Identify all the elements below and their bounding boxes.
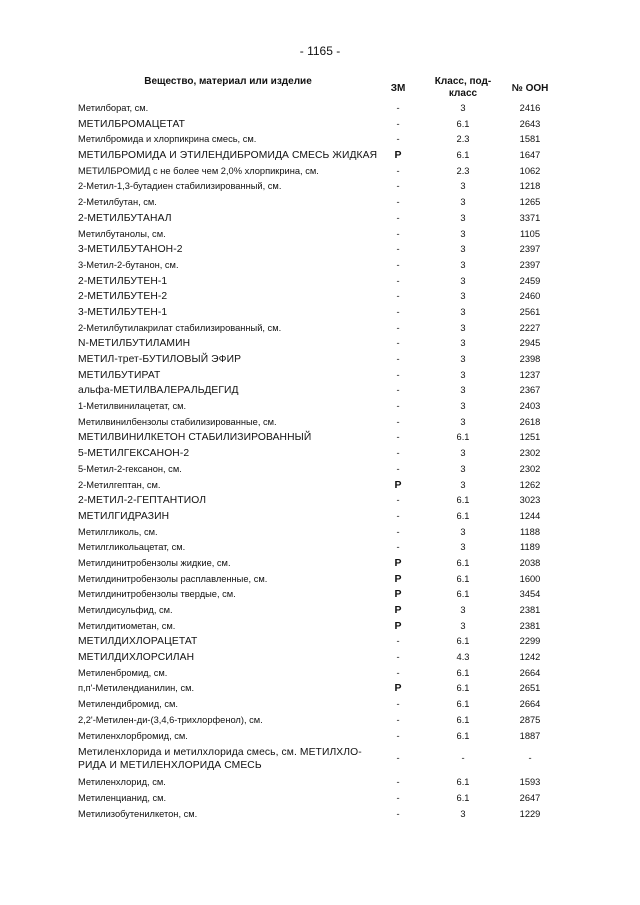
class-value: -	[461, 753, 465, 764]
zm-value: -	[396, 808, 400, 819]
un-number: 1244	[519, 510, 541, 521]
un-number: 2664	[519, 667, 541, 678]
table-row	[0, 666, 640, 682]
class-value: 3	[460, 385, 466, 396]
un-number: 1237	[519, 369, 541, 380]
table-row	[0, 117, 640, 133]
table-row	[0, 775, 640, 791]
un-number: 2397	[519, 259, 541, 270]
un-number: 2367	[519, 385, 541, 396]
un-number: 1218	[519, 181, 541, 192]
substance-name: МЕТИЛБРОМИД с не более чем 2,0% хлорпикрина, см.	[78, 165, 319, 176]
substance-name: N-МЕТИЛБУТИЛАМИН	[78, 338, 191, 350]
class-value: 6.1	[456, 777, 470, 788]
table-row	[0, 478, 640, 494]
un-number: 1062	[519, 165, 541, 176]
zm-value: Р	[394, 604, 402, 616]
substance-name: 5-Метил-2-гексанон, см.	[78, 463, 182, 474]
class-value: 3	[460, 542, 466, 553]
un-number: 2397	[519, 244, 541, 255]
table-row	[0, 242, 640, 258]
substance-name: Метилдисульфид, см.	[78, 605, 173, 615]
un-number: 2299	[519, 636, 541, 647]
class-value: 6.1	[456, 792, 470, 803]
zm-value: Р	[394, 556, 402, 569]
class-value: 3	[460, 103, 466, 113]
table-row	[0, 650, 640, 666]
class-value: 3	[460, 354, 466, 364]
header-class: Класс, под-класс	[434, 76, 492, 99]
un-number: 1887	[519, 730, 541, 741]
zm-value: -	[396, 103, 400, 113]
substance-name: МЕТИЛГИДРАЗИН	[78, 510, 170, 522]
table-row	[0, 415, 640, 431]
table-row	[0, 211, 640, 227]
table-row	[0, 101, 640, 117]
table-row	[0, 430, 640, 446]
zm-value: -	[396, 228, 400, 239]
zm-value: -	[396, 401, 400, 412]
un-number: 2945	[519, 338, 541, 349]
substance-name: Метиленхлорид, см.	[78, 777, 166, 788]
table-row	[0, 634, 640, 650]
table-row	[0, 603, 640, 619]
page-number: - 1165 -	[299, 44, 341, 58]
un-number: 2038	[519, 557, 541, 568]
zm-value: -	[396, 369, 400, 380]
un-number: 2643	[519, 118, 541, 129]
class-value: 3	[460, 448, 466, 459]
substance-name: Метилдинитробензолы расплавленные, см.	[78, 573, 268, 584]
zm-value: Р	[394, 682, 402, 695]
zm-value: -	[396, 354, 400, 364]
zm-value: -	[396, 275, 400, 286]
class-value: 6.1	[456, 714, 470, 725]
un-number: 1600	[519, 573, 541, 584]
table-row	[0, 744, 640, 775]
zm-value: -	[396, 322, 400, 333]
zm-value: -	[396, 244, 400, 255]
class-value: 6.1	[456, 150, 470, 161]
class-value: 6.1	[456, 118, 470, 129]
substance-name: Метилгликольацетат, см.	[78, 542, 186, 553]
table-row	[0, 227, 640, 243]
un-number: -	[528, 753, 532, 764]
un-number: 2618	[519, 416, 541, 427]
table-row	[0, 195, 640, 211]
un-number: 2561	[519, 306, 541, 317]
class-value: 3	[460, 808, 466, 819]
zm-value: -	[396, 291, 400, 302]
substance-name: 3-МЕТИЛБУТЕН-1	[78, 306, 168, 318]
substance-name: 5-МЕТИЛГЕКСАНОН-2	[78, 448, 190, 460]
table-row	[0, 713, 640, 729]
substance-name: Метиленбромид, см.	[78, 667, 168, 678]
table-row	[0, 274, 640, 290]
substance-name: п,п'-Метилендианилин, см.	[78, 683, 195, 694]
zm-value: -	[396, 448, 400, 459]
substance-name: 2-Метил-1,3-бутадиен стабилизированный, см.	[78, 181, 282, 192]
zm-value: -	[396, 338, 400, 349]
table-row	[0, 525, 640, 541]
un-number: 2398	[519, 354, 541, 364]
substance-name: 3-Метил-2-бутанон, см.	[78, 259, 179, 270]
class-value: 3	[460, 244, 466, 255]
un-number: 1189	[520, 542, 540, 553]
zm-value: -	[396, 730, 400, 741]
substance-name: МЕТИЛБРОМАЦЕТАТ	[78, 118, 186, 130]
zm-value: -	[396, 510, 400, 521]
substance-name: Метиленцианид, см.	[78, 792, 167, 803]
table-row	[0, 807, 640, 823]
un-number: 2664	[519, 699, 541, 710]
class-value: 3	[460, 322, 466, 333]
substance-name: 2-Метилбутан, см.	[78, 197, 157, 208]
un-number: 1251	[519, 432, 541, 443]
un-number: 2381	[519, 620, 541, 631]
zm-value: -	[396, 416, 400, 427]
zm-value: -	[396, 526, 400, 537]
un-number: 3454	[519, 589, 541, 600]
table-row	[0, 148, 640, 164]
substance-name: альфа-МЕТИЛВАЛЕРАЛЬДЕГИД	[78, 385, 239, 397]
table-row	[0, 289, 640, 305]
un-number: 1647	[519, 150, 541, 161]
un-number: 2460	[519, 291, 541, 302]
un-number: 2302	[519, 463, 541, 474]
class-value: 3	[460, 620, 466, 631]
table-row	[0, 509, 640, 525]
table-row	[0, 258, 640, 274]
class-value: 6.1	[456, 557, 470, 568]
table-row	[0, 462, 640, 478]
zm-value: -	[396, 306, 400, 317]
class-value: 4.3	[456, 652, 470, 663]
un-number: 1188	[520, 526, 540, 537]
substance-name: МЕТИЛДИХЛОРСИЛАН	[78, 652, 195, 664]
table-row	[0, 619, 640, 635]
class-value: 3	[460, 197, 466, 208]
table-row	[0, 697, 640, 713]
class-value: 6.1	[456, 699, 470, 710]
zm-value: -	[396, 134, 400, 145]
table-row	[0, 540, 640, 556]
un-number: 1105	[520, 228, 540, 239]
zm-value: -	[396, 165, 400, 176]
table-row	[0, 556, 640, 572]
zm-value: -	[396, 118, 400, 129]
header-un-number: № ООН	[511, 83, 549, 94]
substance-name: МЕТИЛБРОМИДА И ЭТИЛЕНДИБРОМИДА СМЕСЬ ЖИДКАЯ	[78, 150, 378, 162]
zm-value: -	[396, 463, 400, 474]
substance-name: Метилизобутенилкетон, см.	[78, 808, 198, 819]
un-number: 1242	[519, 652, 541, 663]
substance-name: МЕТИЛДИХЛОРАЦЕТАТ	[78, 636, 198, 648]
un-number: 2302	[519, 448, 541, 459]
table-row	[0, 321, 640, 337]
table-row	[0, 164, 640, 180]
class-value: 6.1	[456, 636, 470, 647]
un-number: 1265	[519, 197, 541, 208]
header-zm: ЗМ	[390, 83, 406, 94]
un-number: 1581	[519, 134, 541, 145]
zm-value: -	[396, 259, 400, 270]
table-row	[0, 729, 640, 745]
substance-name: Метилдинитробензолы твердые, см.	[78, 589, 236, 600]
un-number: 1229	[519, 808, 541, 819]
table-row	[0, 572, 640, 588]
zm-value: -	[396, 636, 400, 647]
un-number: 1262	[519, 479, 541, 490]
class-value: 6.1	[456, 573, 470, 584]
un-number: 2403	[519, 401, 541, 412]
class-value: 3	[460, 526, 466, 537]
substance-name: МЕТИЛБУТИРАТ	[78, 369, 161, 381]
zm-value: -	[396, 542, 400, 553]
substance-name: Метилбромида и хлорпикрина смесь, см.	[78, 134, 257, 145]
table-row	[0, 791, 640, 807]
un-number: 1593	[519, 777, 541, 788]
zm-value: Р	[394, 478, 402, 491]
zm-value: -	[396, 714, 400, 725]
zm-value: -	[396, 432, 400, 443]
substance-name: 2-МЕТИЛ-2-ГЕПТАНТИОЛ	[78, 495, 207, 507]
table-row	[0, 399, 640, 415]
zm-value: -	[396, 777, 400, 788]
class-value: 3	[460, 369, 466, 380]
zm-value: -	[396, 181, 400, 192]
zm-value: Р	[394, 588, 402, 601]
substance-name: МЕТИЛ-трет-БУТИЛОВЫЙ ЭФИР	[78, 354, 242, 365]
class-value: 3	[460, 479, 466, 490]
class-value: 2.3	[456, 165, 470, 176]
table-row	[0, 446, 640, 462]
substance-name: МЕТИЛВИНИЛКЕТОН СТАБИЛИЗИРОВАННЫЙ	[78, 432, 312, 444]
class-value: 3	[460, 259, 466, 270]
table-row	[0, 383, 640, 399]
un-number: 2459	[519, 275, 541, 286]
header-substance: Вещество, материал или изделие	[144, 76, 312, 87]
un-number: 3023	[519, 495, 541, 506]
substance-name: 2-МЕТИЛБУТЕН-2	[78, 291, 168, 303]
zm-value: -	[396, 699, 400, 710]
class-value: 6.1	[456, 683, 470, 694]
substance-name: Метиленхлорида и метилхлорида смесь, см. МЕТИЛХЛО-РИДА И МЕТИЛЕНХЛОРИДА СМЕСЬ	[78, 747, 362, 771]
zm-value: Р	[394, 619, 402, 632]
table-row	[0, 179, 640, 195]
un-number: 2647	[519, 792, 541, 803]
substance-name: 2-Метилгептан, см.	[78, 479, 161, 490]
class-value: 3	[460, 228, 466, 239]
un-number: 2875	[519, 714, 541, 725]
class-value: 6.1	[456, 432, 470, 443]
table-row	[0, 132, 640, 148]
zm-value: -	[396, 385, 400, 396]
zm-value: -	[396, 197, 400, 208]
substance-name: Метилдинитробензолы жидкие, см.	[78, 557, 231, 568]
substance-name: 2-Метилбутилакрилат стабилизированный, см.	[78, 322, 282, 333]
zm-value: -	[396, 667, 400, 678]
substance-name: Метилдитиометан, см.	[78, 620, 176, 631]
substance-name: 2,2'-Метилен-ди-(3,4,6-трихлорфенол), см.	[78, 714, 263, 725]
table-row	[0, 493, 640, 509]
substance-table	[0, 101, 640, 822]
class-value: 3	[460, 275, 466, 286]
class-value: 6.1	[456, 589, 470, 600]
substance-name: Метилендибромид, см.	[78, 699, 178, 710]
class-value: 6.1	[456, 510, 470, 521]
class-value: 3	[460, 605, 466, 615]
substance-name: Метилборат, см.	[78, 103, 149, 113]
substance-name: 2-МЕТИЛБУТЕН-1	[78, 275, 168, 287]
substance-name: 2-МЕТИЛБУТАНАЛ	[78, 212, 172, 224]
zm-value: -	[396, 212, 400, 223]
class-value: 6.1	[456, 730, 470, 741]
substance-name: 1-Метилвинилацетат, см.	[78, 401, 187, 412]
table-row	[0, 368, 640, 384]
zm-value: Р	[394, 572, 402, 585]
class-value: 3	[460, 212, 466, 223]
zm-value: -	[396, 652, 400, 663]
table-row	[0, 352, 640, 368]
class-value: 6.1	[456, 667, 470, 678]
substance-name: Метилгликоль, см.	[78, 526, 158, 537]
table-row	[0, 336, 640, 352]
class-value: 3	[460, 338, 466, 349]
un-number: 3371	[519, 212, 541, 223]
substance-name: 3-МЕТИЛБУТАНОН-2	[78, 244, 183, 256]
class-value: 3	[460, 306, 466, 317]
class-value: 3	[460, 463, 466, 474]
zm-value: -	[396, 753, 400, 764]
substance-name: Метиленхлорбромид, см.	[78, 730, 188, 741]
zm-value: -	[396, 495, 400, 506]
table-row	[0, 587, 640, 603]
un-number: 2381	[519, 605, 541, 615]
substance-name: Метилбутанолы, см.	[78, 228, 166, 239]
class-value: 3	[460, 416, 466, 427]
class-value: 6.1	[456, 495, 470, 506]
class-value: 3	[460, 401, 466, 412]
zm-value: -	[396, 792, 400, 803]
zm-value: Р	[394, 149, 402, 162]
un-number: 2227	[519, 322, 541, 333]
un-number: 2651	[519, 683, 541, 694]
table-row	[0, 681, 640, 697]
substance-name: Метилвинилбензолы стабилизированные, см.	[78, 416, 277, 427]
class-value: 3	[460, 181, 466, 192]
un-number: 2416	[519, 103, 541, 113]
class-value: 2.3	[456, 134, 470, 145]
table-row	[0, 305, 640, 321]
class-value: 3	[460, 291, 466, 302]
